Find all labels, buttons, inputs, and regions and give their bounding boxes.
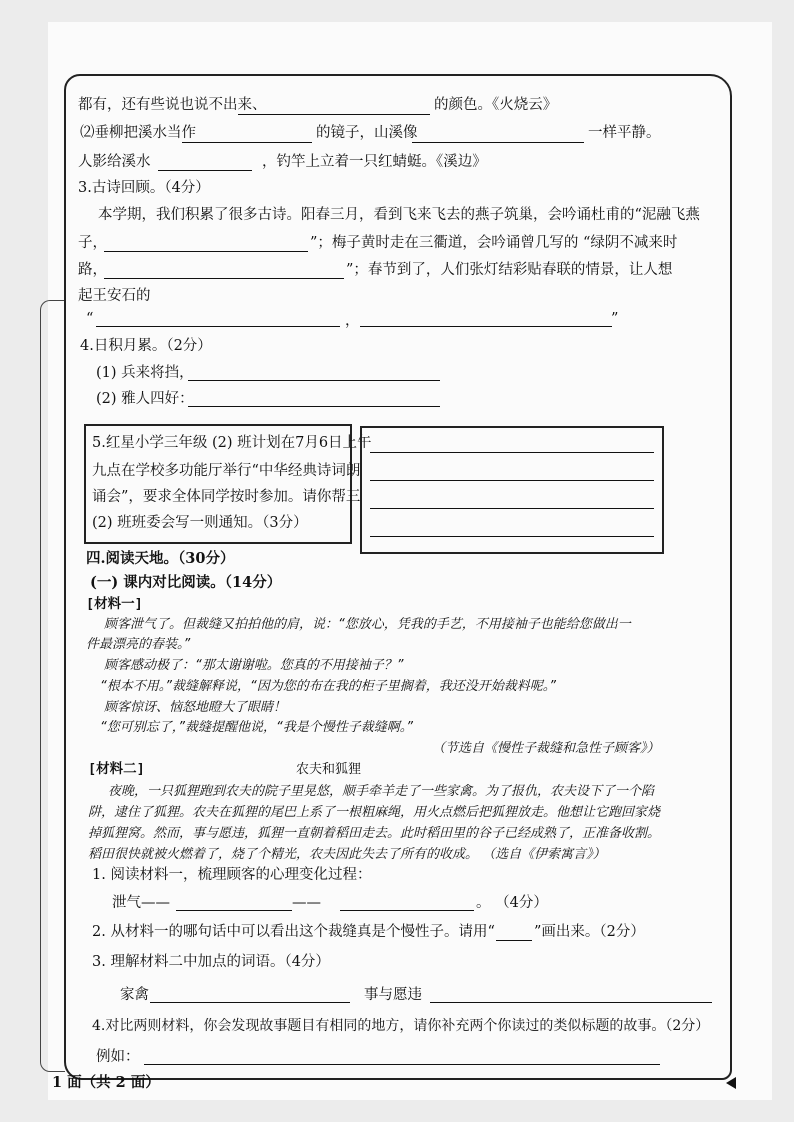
reading-question-3: 3. 理解材料二中加点的词语。（4分） xyxy=(92,954,330,970)
material-1-paragraph: 件最漂亮的春装。” xyxy=(86,637,191,652)
writing-line xyxy=(370,452,654,453)
answer-blank[interactable] xyxy=(150,1002,350,1003)
fill-line-2-start: ⑵垂柳把溪水当作 xyxy=(80,125,196,141)
next-page-arrow-icon xyxy=(726,1077,736,1089)
material-2-paragraph: 阱，逮住了狐狸。农夫在狐狸的尾巴上系了一根粗麻绳，用火点燃后把狐狸放走。他想让它跑回家烧 xyxy=(88,805,661,820)
q5-text: 5.红星小学三年级 (2) 班计划在7月6日上午 xyxy=(92,435,372,451)
fill-line-2-end: 一样平静。 xyxy=(588,125,661,141)
material-2-tag: [材料二] xyxy=(88,761,145,777)
q3-paragraph: ”；春节到了，人们张灯结彩贴春联的情景，让人想 xyxy=(346,262,673,278)
q5-text: 九点在学校多功能厅举行“中华经典诗词朗 xyxy=(92,463,361,479)
writing-line xyxy=(370,508,654,509)
answer-blank[interactable] xyxy=(144,1064,660,1065)
q5-text: 诵会”，要求全体同学按时参加。请你帮三 xyxy=(92,489,361,505)
answer-blank[interactable] xyxy=(188,380,440,381)
fill-line-3-end: ，钓竿上立着一只红蜻蜓。《溪边》 xyxy=(262,154,487,170)
q1-dash: —— xyxy=(292,895,321,911)
material-1-paragraph: 顾客泄气了。但裁缝又拍拍他的肩，说：“您放心，凭我的手艺，不用接袖子也能给您做出一 xyxy=(104,617,631,632)
answer-blank[interactable] xyxy=(104,251,308,252)
quote-mark: “ xyxy=(86,311,94,327)
page-number: 1 面（共 2 面） xyxy=(52,1074,160,1091)
q3-paragraph: 路， xyxy=(78,262,107,278)
q3-paragraph: 起王安石的 xyxy=(78,288,151,304)
notice-writing-box[interactable] xyxy=(360,426,664,554)
material-2-paragraph: 稻田很快就被火燃着了，烧了个精光，农夫因此失去了所有的收成。 （选自《伊索寓言》） xyxy=(88,847,606,862)
reading-question-4: 4.对比两则材料，你会发现故事题目有相同的地方，请你补充两个你读过的类似标题的故事。（2分） xyxy=(92,1018,710,1034)
answer-blank[interactable] xyxy=(430,1002,712,1003)
material-1-source: （节选自《慢性子裁缝和急性子顾客》） xyxy=(432,741,660,756)
q4-item-1: (1) 兵来将挡， xyxy=(96,365,194,381)
answer-blank[interactable] xyxy=(96,326,340,327)
q3-paragraph: 本学期，我们积累了很多古诗。阳春三月，看到飞来飞去的燕子筑巢，会吟诵杜甫的“泥融飞燕 xyxy=(98,207,700,223)
fill-line-2-mid: 的镜子，山溪像 xyxy=(316,125,418,141)
answer-blank[interactable] xyxy=(158,170,252,171)
q5-text: (2) 班班委会写一则通知。（3分） xyxy=(92,515,308,531)
answer-blank[interactable] xyxy=(238,114,430,115)
answer-blank[interactable] xyxy=(104,278,344,279)
material-1-paragraph: 顾客惊讶、恼怒地瞪大了眼睛！ xyxy=(104,700,287,715)
answer-blank[interactable] xyxy=(176,910,292,911)
quote-mark: ” xyxy=(611,311,619,327)
reading-question-2: 2. 从材料一的哪句话中可以看出这个裁缝真是个慢性子。请用“ xyxy=(92,924,495,940)
writing-line xyxy=(370,536,654,537)
material-1-paragraph: “您可别忘了，”裁缝提醒他说，“我是个慢性子裁缝啊。” xyxy=(100,720,413,735)
q4-example: 例如： xyxy=(96,1049,140,1065)
q1-start: 泄气—— xyxy=(112,895,170,911)
comma: ， xyxy=(345,313,360,329)
q3-term-1: 家禽 xyxy=(120,987,149,1003)
answer-blank[interactable] xyxy=(340,910,474,911)
answer-blank[interactable] xyxy=(182,142,312,143)
fill-line-3-start: 人影给溪水 xyxy=(78,154,151,170)
fill-line-1-end: 的颜色。《火烧云》 xyxy=(434,97,558,113)
q3-paragraph: ”；梅子黄时走在三衢道，会吟诵曾几写的 “绿阴不减来时 xyxy=(310,235,678,251)
q3-term-2: 事与愿违 xyxy=(364,987,422,1003)
material-2-title: 农夫和狐狸 xyxy=(296,762,362,777)
reading-question-1: 1. 阅读材料一，梳理顾客的心理变化过程： xyxy=(92,867,372,883)
q4-item-2: (2) 雅人四好： xyxy=(96,391,194,407)
question-4-title: 4.日积月累。（2分） xyxy=(80,338,212,354)
binding-margin xyxy=(40,300,65,1072)
material-2-paragraph: 夜晚，一只狐狸跑到农夫的院子里晃悠，顺手牵羊走了一些家禽。为了报仇，农夫设下了一个陷 xyxy=(108,784,655,799)
answer-blank[interactable] xyxy=(360,326,612,327)
section-4-title: 四.阅读天地。（30分） xyxy=(86,550,235,567)
q3-paragraph: 子， xyxy=(78,235,107,251)
answer-blank[interactable] xyxy=(496,940,532,941)
section-4-subtitle: (一) 课内对比阅读。（14分） xyxy=(90,574,282,591)
material-1-paragraph: 顾客感动极了：“那太谢谢啦。您真的不用接袖子？” xyxy=(104,658,404,673)
material-1-tag: [材料一] xyxy=(86,596,143,612)
question-3-title: 3.古诗回顾。（4分） xyxy=(78,180,210,196)
answer-blank[interactable] xyxy=(188,406,440,407)
writing-line xyxy=(370,480,654,481)
fill-line-1-start: 都有，还有些说也说不出来、 xyxy=(78,97,267,113)
material-1-paragraph: “根本不用。”裁缝解释说，“因为您的布在我的柜子里搁着，我还没开始裁料呢。” xyxy=(100,679,556,694)
answer-blank[interactable] xyxy=(412,142,584,143)
material-2-paragraph: 掉狐狸窝。然而，事与愿违，狐狸一直朝着稻田走去。此时稻田里的谷子已经成熟了，正准备收割。 xyxy=(88,826,661,841)
q1-end: 。 （4分） xyxy=(476,895,548,911)
reading-question-2-end: ”画出来。（2分） xyxy=(534,924,645,940)
